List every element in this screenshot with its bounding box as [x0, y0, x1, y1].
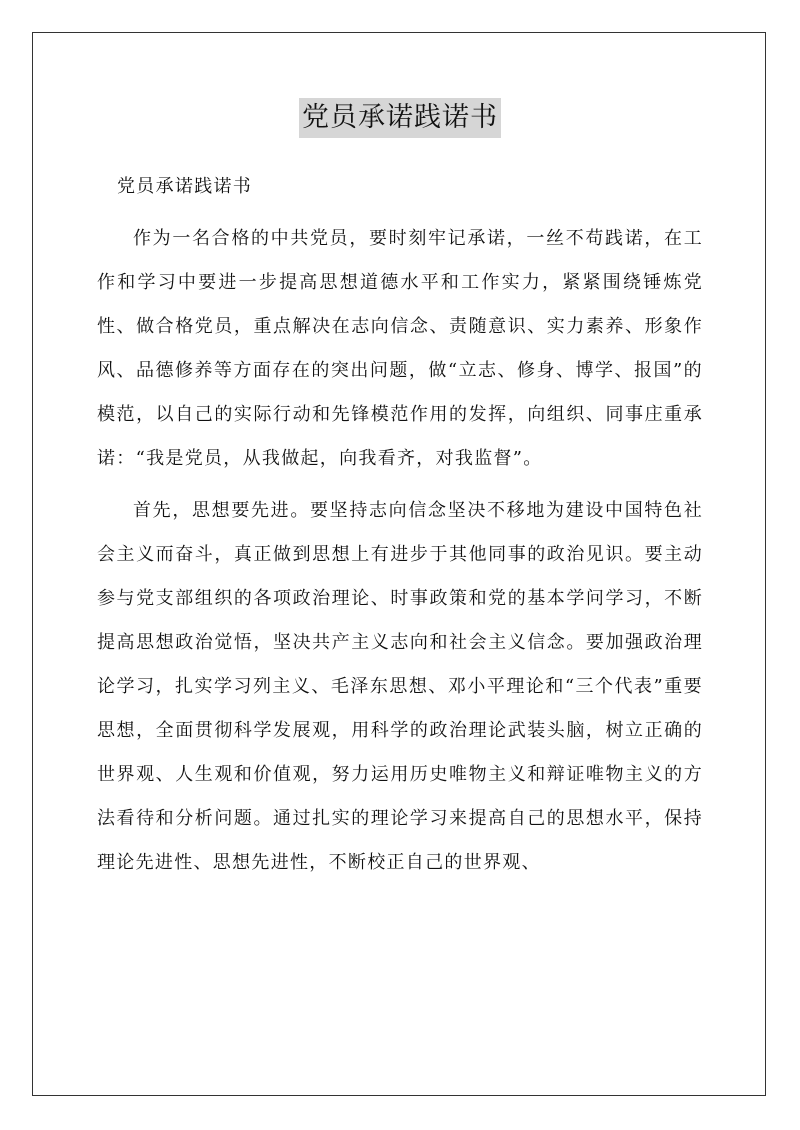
paragraph-commitment: 作为一名合格的中共党员，要时刻牢记承诺，一丝不苟践诺，在工作和学习中要进一步提高思想道德水平和工作实力，紧紧围绕锤炼党性、做合格党员，重点解决在志向信念、责随意识、实力素养、形象作风、品德修养等方面存在的突出问题，做“立志、修身、博学、报国”的模范，以自己的实际行动和先锋模范作用的发挥，向组织、同事庄重承诺：“我是党员，从我做起，向我看齐，对我监督”。 — [97, 228, 703, 469]
paragraph-ideology: 首先，思想要先进。要坚持志向信念坚决不移地为建设中国特色社会主义而奋斗，真正做到思想上有进步于其他同事的政治见识。要主动参与党支部组织的各项政治理论、时事政策和党的基本学问学习，不断提高思想政治觉悟，坚决共产主义志向和社会主义信念。要加强政治理论学习，扎实学习列主义、毛泽东思想、邓小平理论和“三个代表”重要思想，全面贯彻科学发展观，用科学的政治理论武装头脑，树立正确的世界观、人生观和价值观，努力运用历史唯物主义和辩证唯物主义的方法看待和分析问题。通过扎实的理论学习来提高自己的思想水平，保持理论先进性、思想先进性，不断校正自己的世界观、 — [97, 500, 703, 873]
title-area — [0, 98, 800, 138]
document-subtitle: 党员承诺践诺书 — [117, 176, 253, 197]
document-title: 党员承诺践诺书 — [299, 98, 501, 138]
document-body — [97, 165, 703, 885]
